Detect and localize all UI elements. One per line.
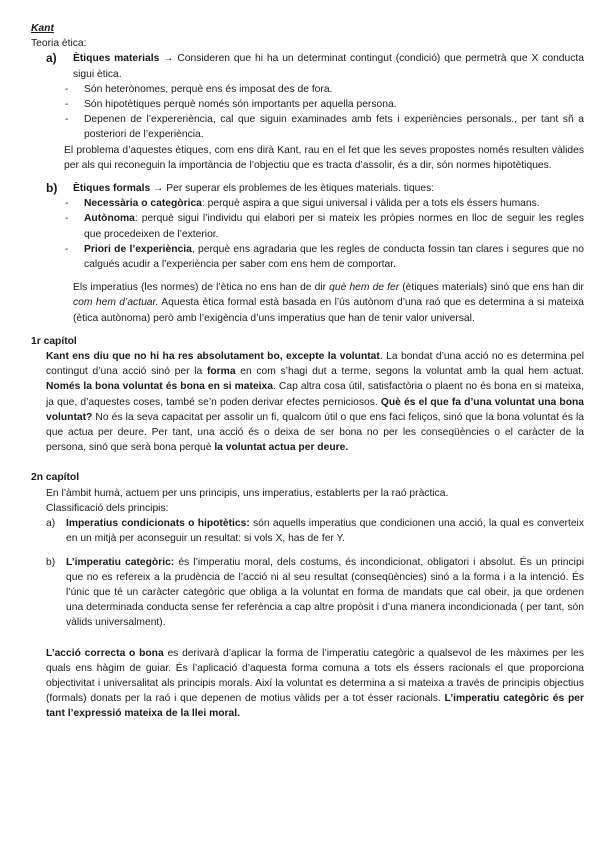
section-a-intro	[73, 51, 584, 81]
document-title: Kant	[31, 23, 54, 34]
list-item: - Depenen de l’expereriència, cal que siguin examinades amb fets i experiències personals., per tant sñ a posteriori de l’experiència.	[65, 114, 584, 141]
document-page	[31, 21, 584, 722]
chapter-2-intro: En l’àmbit humà, actuem per uns principis, uns imperatius, establerts per la raó pràctica.	[46, 487, 449, 499]
chapter-1-heading: 1r capítol	[31, 335, 77, 347]
list-item: a) Imperatius condicionats o hipotètics: són aquells imperatius que condicionen una acció, la qual es converteix en un mitjà per aconseguir un resultat: si vols X, has de fer Y.	[46, 518, 584, 545]
section-formal-ethics	[46, 181, 584, 196]
material-ethics-paragraph: El problema d’aquestes ètiques, com ens dirà Kant, rau en el fet que les seves propostes només resulten vàlides per als qui reconeguin la importància de l’objectiu que es tracta d’assolir, és a dir, són normes hipotètiques.	[64, 144, 584, 171]
document-subtitle: Teoria ètica:	[31, 38, 87, 50]
section-a-label: a)	[46, 51, 57, 66]
formal-ethics-term: Ètiques formals	[73, 183, 151, 195]
formal-ethics-intro: Per superar els problemes de les ètiques materials. tiques:	[166, 183, 435, 195]
list-item: - Priori de l’experiència, perquè ens agradaria que les regles de conducta fossin tan clares i segures que no calgués acudir a l’experiència per saber com ens hem de comportar.	[65, 243, 584, 271]
list-item: - Són heterònomes, perquè ens és imposat des de fora.	[65, 83, 333, 95]
material-ethics-term: Ètiques materials	[73, 53, 160, 65]
section-b-label: b)	[46, 181, 58, 196]
conclusion-paragraph: L’acció correcta o bona es derivarà d’aplicar la forma de l’imperatiu categòric a qualsevol de les màximes per les quals ens hàgim de guiar. És l’aplicació d’aquesta forma comuna a tots els éssers racionals el que proporciona objectivitat i universalitat als principis morals. Així la voluntat es determina a si mateixa a través de principis objectius (formals) donats per la raó i que depenen de motius vàlids per a tot ésser racionals. L’imperatiu categòric és per tant l’expressió mateixa de la llei moral.	[46, 647, 584, 720]
arrow-icon: →	[159, 53, 178, 65]
arrow-icon: →	[150, 183, 167, 195]
chapter-1-paragraph: Kant ens diu que no hi ha res absolutament bo, excepte la voluntat. La bondat d’una acció no es determina pel contingut d’una acció sinó per la forma en com s’hagi dut a terme, segons la voluntat amb la qual hem actuat. Només la bona voluntat és bona en si mateixa. Cap altra cosa útil, satisfactòria o plaent no és bona en si mateixa, ja que, d’aquestes coses, també se’n poden derivar efectes perniciosos. Què és el que fa d’una voluntat una bona voluntat? No és la seva capacitat per assolir un fi, qualcom útil o que ens faci feliços, sinó que la bona voluntat és la que actua per deure. Per tant, una acció és o deixa de ser bona no per les conseqüències o el caràcter de la persona, sinó que serà bona perquè la voluntat actua per deure.	[46, 351, 585, 454]
section-material-ethics	[46, 51, 584, 81]
list-item: - Necessària o categòrica: perquè aspira a que sigui universal i vàlida per a tots els éssers humans.	[65, 198, 540, 210]
list-item: b) L’imperatiu categòric: és l’imperatiu moral, dels costums, és incondicionat, obligatori i absolut. És un principi que no es refereix a la prudència de l’acció ni al seu resultat (conseqüències) sinó a la forma i a la intenció. És l’únic que té un caràcter categòric que obliga a la voluntat en forma de mandats que cal obeir, ja que ordenen una determinada conducta sense fer referència a cap altre propòsit i d’una manera incondicionada ( per tant, són vàlids universalment).	[46, 556, 584, 629]
principles-classification: Classificació dels principis:	[46, 502, 169, 514]
formal-ethics-paragraph: Els imperatius (les normes) de l’ètica no ens han de dir què hem de fer (ètiques materials) sinó que ens han dir com hem d’actuar. Aquesta ètica formal està basada en l’ús autònom d’una raó que es determina a si mateixa (ètica autònoma) però amb l’exigència d’uns imperatius que han de tenir valor universal.	[73, 282, 585, 324]
chapter-2-heading: 2n capítol	[31, 472, 80, 484]
material-ethics-intro: Consideren que hi ha un determinat contingut (condició) que permetrà que X conducta sigui ètica.	[73, 53, 584, 80]
list-item: - Són hipotètiques perquè només són importants per aquella persona.	[65, 99, 397, 111]
list-item: - Autònoma: perquè sigui l’individu qui elabori per si mateix les pròpies normes en lloc de seguir les regles que procedeixen de l’exterior.	[65, 213, 584, 240]
section-b-intro	[73, 181, 584, 196]
